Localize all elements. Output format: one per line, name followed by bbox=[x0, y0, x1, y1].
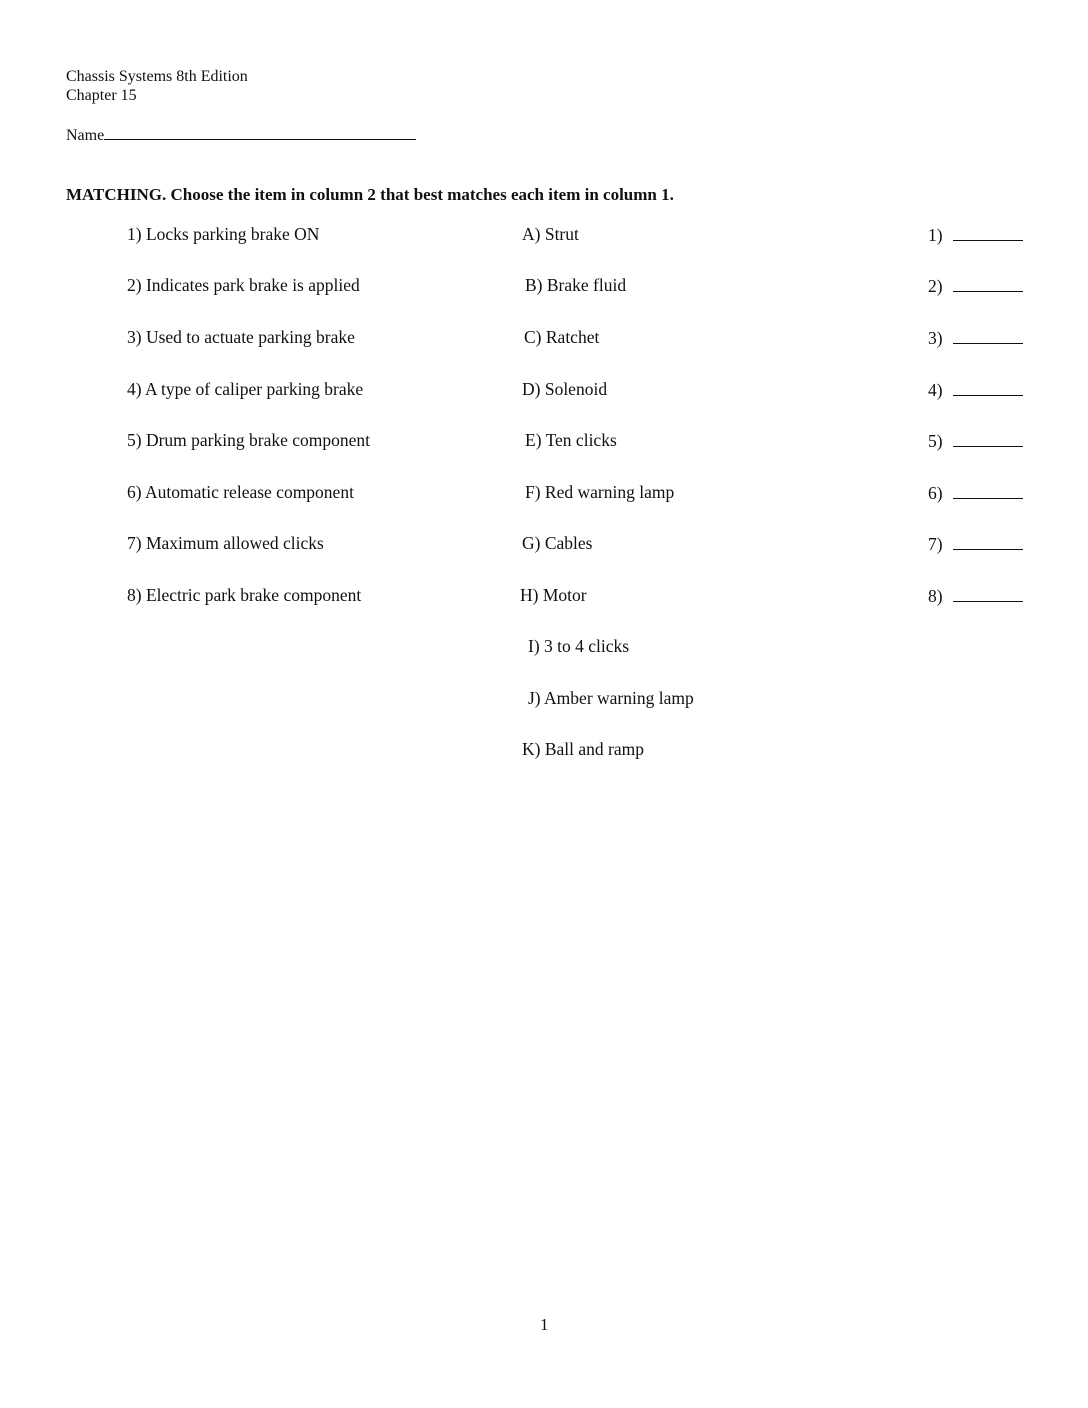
answer-number: 6) bbox=[928, 483, 943, 503]
answer-number: 5) bbox=[928, 431, 943, 451]
answer-blank[interactable] bbox=[953, 275, 1023, 292]
name-field[interactable] bbox=[66, 125, 416, 145]
answer-row bbox=[928, 430, 1023, 452]
column2-item: D) Solenoid bbox=[522, 379, 608, 399]
answer-blank[interactable] bbox=[953, 585, 1023, 602]
answer-number: 4) bbox=[928, 380, 943, 400]
column2-item: I) 3 to 4 clicks bbox=[528, 636, 630, 656]
answer-row bbox=[928, 482, 1023, 504]
column1-item: 7) Maximum allowed clicks bbox=[127, 533, 324, 553]
chapter-label: Chapter 15 bbox=[66, 87, 137, 104]
answer-blank[interactable] bbox=[953, 224, 1023, 241]
answer-blank[interactable] bbox=[953, 533, 1023, 550]
answer-blank[interactable] bbox=[953, 482, 1023, 499]
answer-row bbox=[928, 585, 1023, 607]
name-label: Name bbox=[66, 127, 105, 144]
answer-number: 3) bbox=[928, 328, 943, 348]
column2-item: G) Cables bbox=[522, 533, 593, 553]
answer-blank[interactable] bbox=[953, 327, 1023, 344]
name-underline[interactable] bbox=[104, 125, 416, 140]
column1-item: 3) Used to actuate parking brake bbox=[127, 327, 355, 347]
column2-item: C) Ratchet bbox=[524, 327, 600, 347]
answer-row bbox=[928, 379, 1023, 401]
column1-item: 2) Indicates park brake is applied bbox=[127, 275, 360, 295]
answer-number: 7) bbox=[928, 534, 943, 554]
column2-item: E) Ten clicks bbox=[525, 430, 617, 450]
page-number: 1 bbox=[540, 1315, 549, 1334]
column1-item: 6) Automatic release component bbox=[127, 482, 354, 502]
instructions: MATCHING. Choose the item in column 2 that best matches each item in column 1. bbox=[66, 185, 674, 204]
answer-number: 1) bbox=[928, 225, 943, 245]
answer-row bbox=[928, 275, 1023, 297]
column2-item: B) Brake fluid bbox=[525, 275, 627, 295]
column2-item: F) Red warning lamp bbox=[525, 482, 675, 502]
answer-row bbox=[928, 327, 1023, 349]
book-title: Chassis Systems 8th Edition bbox=[66, 68, 248, 85]
column2-item: K) Ball and ramp bbox=[522, 739, 644, 759]
answer-row bbox=[928, 533, 1023, 555]
answer-number: 8) bbox=[928, 586, 943, 606]
answer-number: 2) bbox=[928, 276, 943, 296]
column1-item: 5) Drum parking brake component bbox=[127, 430, 370, 450]
column2-item: A) Strut bbox=[522, 224, 579, 244]
answer-blank[interactable] bbox=[953, 379, 1023, 396]
answer-row bbox=[928, 224, 1023, 246]
column2-item: H) Motor bbox=[520, 585, 587, 605]
column2-item: J) Amber warning lamp bbox=[528, 688, 694, 708]
answer-blank[interactable] bbox=[953, 430, 1023, 447]
column1-item: 8) Electric park brake component bbox=[127, 585, 362, 605]
column1-item: 4) A type of caliper parking brake bbox=[127, 379, 364, 399]
column1-item: 1) Locks parking brake ON bbox=[127, 224, 320, 244]
